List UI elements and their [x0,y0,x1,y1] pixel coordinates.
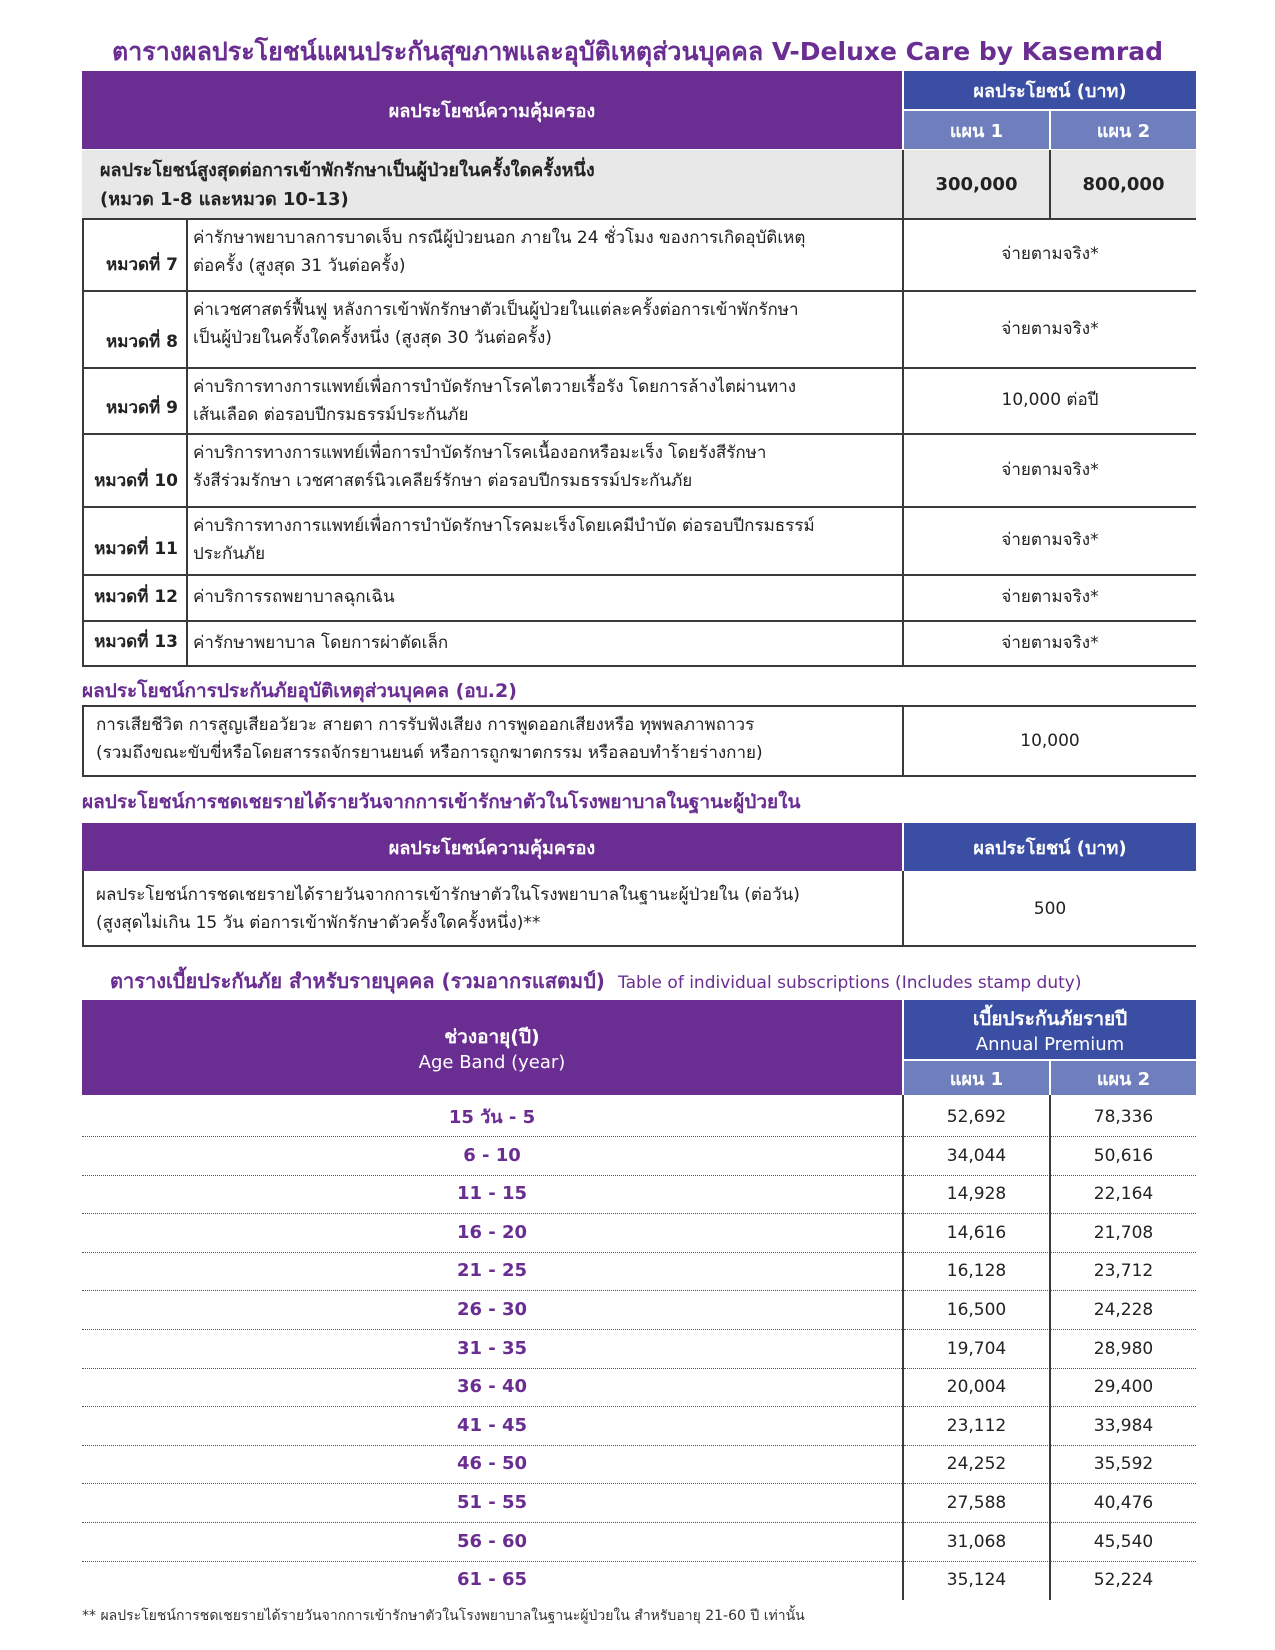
age-band-value: 11 - 15 [456,1183,528,1204]
category-description [193,296,898,352]
benefit-header [904,71,1196,109]
premium-plan1-value: 16,128 [946,1260,1007,1281]
age-band-value: 61 - 65 [456,1569,528,1590]
daily-coverage-header-label: ผลประโยชน์ความคุ้มครอง [388,837,596,859]
premium-plan2-value: 21,708 [1093,1222,1154,1243]
category-description [193,224,898,280]
premium-plan1-value: 23,112 [946,1415,1007,1436]
premium-plan1-value: 34,044 [946,1145,1007,1166]
daily-benefit-header-label: ผลประโยชน์ (บาท) [973,837,1127,859]
age-band-cell [82,1251,902,1290]
category-label [84,367,184,433]
category-value: จ่ายตามจริง* [1001,244,1099,264]
premium-plan1-value: 35,124 [946,1569,1007,1590]
daily-benefit-header [904,823,1196,871]
max-benefit-divider-left [902,150,904,218]
premium-plan1-cell [904,1290,1049,1329]
premium-plan2-cell [1051,1097,1196,1136]
age-band-value: 41 - 45 [456,1415,528,1436]
category-label-text: หมวดที่ 13 [94,632,178,652]
premium-plan2-value: 78,336 [1093,1106,1154,1127]
age-band-cell [82,1406,902,1445]
age-band-cell [82,1213,902,1252]
premium-plan2-value: 45,540 [1093,1531,1154,1552]
daily-income-value: 500 [1033,899,1067,919]
max-benefit-plan1 [904,150,1049,218]
age-band-cell [82,1522,902,1561]
annual-premium-header-th: เบี้ยประกันภัยรายปี [972,1008,1128,1030]
age-band-value: 56 - 60 [456,1531,528,1552]
annual-premium-header-en: Annual Premium [975,1034,1125,1055]
age-band-cell [82,1290,902,1329]
max-benefit-plan2 [1051,150,1196,218]
category-description-line2: เส้นเลือด ต่อรอบปีกรมธรรม์ประกันภัย [193,405,469,425]
premium-plan2-value: 52,224 [1093,1569,1154,1590]
category-description-line1: ค่าเวชศาสตร์ฟื้นฟู หลังการเข้าพักรักษาตัวเป็นผู้ป่วยในแต่ละครั้งต่อการเข้าพักรักษา [193,300,799,320]
max-benefit-plan1-value: 300,000 [935,173,1018,195]
category-label-text: หมวดที่ 7 [106,255,178,275]
premium-plan1-cell [904,1406,1049,1445]
category-column-divider [186,433,188,506]
category-description [193,512,898,568]
premium-plan2-cell [1051,1560,1196,1599]
category-description-line2: ต่อครั้ง (สูงสุด 31 วันต่อครั้ง) [193,256,406,276]
category-column-divider [902,506,904,574]
age-band-header-en: Age Band (year) [418,1052,566,1073]
age-band-value: 21 - 25 [456,1260,528,1281]
category-column-divider [902,218,904,290]
age-band-cell [82,1444,902,1483]
premium-plan1-value: 20,004 [946,1376,1007,1397]
category-column-divider [82,218,84,290]
category-label [84,433,184,506]
daily-divider [902,871,904,946]
premium-plan2-cell [1051,1213,1196,1252]
age-band-cell [82,1483,902,1522]
category-column-divider [82,290,84,367]
premium-plan1-value: 14,928 [946,1183,1007,1204]
age-band-cell [82,1136,902,1175]
premium-header-divider [902,1000,904,1095]
category-column-divider [82,506,84,574]
category-description-line1: ค่าบริการทางการแพทย์เพื่อการบำบัดรักษาโรคมะเร็งโดยเคมีบำบัด ต่อรอบปีกรมธรรม์ [193,516,815,536]
category-description-line1: ค่ารักษาพยาบาลการบาดเจ็บ กรณีผู้ป่วยนอก ภายใน 24 ชั่วโมง ของการเกิดอุบัติเหตุ [193,228,806,248]
category-description-line2: เป็นผู้ป่วยในครั้งใดครั้งหนึ่ง (สูงสุด 30 วันต่อครั้ง) [193,328,552,348]
premium-plan1-cell [904,1213,1049,1252]
category-label-text: หมวดที่ 9 [106,398,178,418]
premium-plan2-cell [1051,1367,1196,1406]
category-column-divider [902,433,904,506]
premium-plan2-cell [1051,1290,1196,1329]
category-description-line1: ค่าบริการทางการแพทย์เพื่อการบำบัดรักษาโรคไตวายเรื้อรัง โดยการล้างไตผ่านทาง [193,377,797,397]
category-column-divider [82,620,84,665]
category-label [84,290,184,367]
premium-plan2-value: 33,984 [1093,1415,1154,1436]
premium-plan2-cell [1051,1251,1196,1290]
premium-plan1-value: 14,616 [946,1222,1007,1243]
daily-income-line2: (สูงสุดไม่เกิน 15 วัน ต่อการเข้าพักรักษาตัวครั้งใดครั้งหนึ่ง)** [96,913,541,933]
max-benefit-line1: ผลประโยชน์สูงสุดต่อการเข้าพักรักษาเป็นผู้ป่วยในครั้งใดครั้งหนึ่ง [100,160,595,181]
premium-plan2-value: 40,476 [1093,1492,1154,1513]
category-column-divider [186,574,188,620]
premium-plan2-value: 24,228 [1093,1299,1154,1320]
accident-bottom-line [82,775,1196,777]
category-column-divider [186,367,188,433]
category-label [84,506,184,574]
premium-plan1-cell [904,1097,1049,1136]
premium-section-title [110,965,1081,997]
age-band-cell [82,1329,902,1368]
premium-plan2-cell [1051,1444,1196,1483]
category-value-cell [904,218,1196,290]
category-description [193,583,898,611]
daily-income-line1: ผลประโยชน์การชดเชยรายได้รายวันจากการเข้ารักษาตัวในโรงพยาบาลในฐานะผู้ป่วยใน (ต่อวัน) [96,885,800,905]
category-column-divider [82,367,84,433]
category-value-cell [904,290,1196,367]
premium-plan2-cell [1051,1522,1196,1561]
plan2-header-label: แผน 2 [1096,120,1151,142]
premium-plan1-header-label: แผน 1 [949,1068,1004,1090]
premium-col-divider-2 [1049,1095,1051,1600]
plan1-header [904,111,1049,149]
max-benefit-plan2-value: 800,000 [1082,173,1165,195]
category-description-line2: รังสีร่วมรักษา เวชศาสตร์นิวเคลียร์รักษา ต่อรอบปีกรมธรรม์ประกันภัย [193,471,693,491]
age-band-value: 16 - 20 [456,1222,528,1243]
daily-income-value-cell [904,872,1196,946]
category-description-line2: ประกันภัย [193,544,266,564]
daily-income-text [96,881,896,937]
age-band-header [82,1000,902,1095]
premium-plan2-cell [1051,1329,1196,1368]
coverage-header [82,71,902,149]
age-band-value: 46 - 50 [456,1453,528,1474]
annual-premium-header [904,1000,1196,1059]
premium-plan2-cell [1051,1483,1196,1522]
premium-plan2-value: 35,592 [1093,1453,1154,1474]
accident-text [96,711,896,767]
daily-left-border [82,871,84,946]
category-value-cell [904,367,1196,433]
premium-plan2-cell [1051,1174,1196,1213]
plan1-header-label: แผน 1 [949,120,1004,142]
category-description-line1: ค่าบริการรถพยาบาลฉุกเฉิน [193,587,395,607]
accident-section-title: ผลประโยชน์การประกันภัยอุบัติเหตุส่วนบุคคล (อบ.2) [82,680,517,702]
premium-col-divider-1 [902,1095,904,1600]
category-column-divider [186,218,188,290]
category-column-divider [186,290,188,367]
premium-plan1-value: 27,588 [946,1492,1007,1513]
category-label-text: หมวดที่ 12 [94,587,178,607]
category-label-text: หมวดที่ 11 [94,539,178,559]
age-band-cell [82,1560,902,1599]
daily-bottom-line [82,945,1196,947]
max-benefit-line2: (หมวด 1-8 และหมวด 10-13) [100,189,349,210]
category-column-divider [186,506,188,574]
category-label-text: หมวดที่ 8 [106,332,178,352]
age-band-value: 51 - 55 [456,1492,528,1513]
premium-title-th: ตารางเบี้ยประกันภัย สำหรับรายบุคคล (รวมอากรแสตมป์) [110,969,605,993]
age-band-value: 15 วัน - 5 [448,1107,536,1128]
premium-plan2-value: 23,712 [1093,1260,1154,1281]
category-column-divider [82,433,84,506]
age-band-header-th: ช่วงอายุ(ปี) [444,1026,540,1048]
category-value: 10,000 ต่อปี [1001,390,1099,410]
category-label [84,574,184,620]
premium-plan2-value: 22,164 [1093,1183,1154,1204]
coverage-header-label: ผลประโยชน์ความคุ้มครอง [388,100,596,122]
category-description [193,629,898,657]
category-value: จ่ายตามจริง* [1001,530,1099,550]
premium-plan1-cell [904,1174,1049,1213]
category-label [84,218,184,290]
category-label [84,620,184,665]
category-value: จ่ายตามจริง* [1001,459,1099,480]
category-value-cell [904,574,1196,620]
age-band-value: 26 - 30 [456,1299,528,1320]
premium-plan1-cell [904,1560,1049,1599]
category-description [193,373,898,429]
category-column-divider [186,620,188,665]
category-column-divider [902,367,904,433]
accident-value: 10,000 [1020,731,1080,751]
category-value-cell [904,433,1196,506]
premium-plan1-value: 16,500 [946,1299,1007,1320]
premium-plan2-value: 29,400 [1093,1376,1154,1397]
premium-plan1-cell [904,1136,1049,1175]
accident-line1: การเสียชีวิต การสูญเสียอวัยวะ สายตา การรับฟังเสียง การพูดออกเสียงหรือ ทุพพลภาพถาวร [96,715,755,735]
premium-plan1-cell [904,1522,1049,1561]
category-value: จ่ายตามจริง* [1001,632,1099,653]
category-table-bottom [82,665,1196,667]
premium-plan1-value: 24,252 [946,1453,1007,1474]
age-band-value: 36 - 40 [456,1376,528,1397]
category-column-divider [902,290,904,367]
premium-plan1-cell [904,1483,1049,1522]
plan2-header [1051,111,1196,149]
daily-coverage-header [82,823,902,871]
accident-divider [902,705,904,776]
premium-plan1-cell [904,1329,1049,1368]
daily-income-section-title: ผลประโยชน์การชดเชยรายได้รายวันจากการเข้ารักษาตัวในโรงพยาบาลในฐานะผู้ป่วยใน [82,791,801,813]
page-title: ตารางผลประโยชน์แผนประกันสุขภาพและอุบัติเหตุส่วนบุคคล V-Deluxe Care by Kasemrad [112,37,1163,66]
premium-plan1-value: 19,704 [946,1338,1007,1359]
category-value: จ่ายตามจริง* [1001,318,1099,339]
accident-left-border [82,705,84,776]
premium-plan1-header [904,1061,1049,1095]
age-band-value: 31 - 35 [456,1338,528,1359]
premium-plan1-value: 31,068 [946,1531,1007,1552]
accident-line2: (รวมถึงขณะขับขี่หรือโดยสารรถจักรยานยนต์ หรือการถูกฆาตกรรม หรือลอบทำร้ายร่างกาย) [96,743,763,763]
premium-plan1-cell [904,1444,1049,1483]
age-band-value: 6 - 10 [463,1145,521,1166]
category-column-divider [82,574,84,620]
category-value: จ่ายตามจริง* [1001,587,1099,607]
premium-plan1-cell [904,1251,1049,1290]
age-band-cell [82,1174,902,1213]
premium-plan2-cell [1051,1406,1196,1445]
premium-title-en: Table of individual subscriptions (Includes stamp duty) [618,973,1082,993]
category-label-text: หมวดที่ 10 [94,471,178,491]
premium-plan2-value: 28,980 [1093,1338,1154,1359]
max-benefit-divider [1049,150,1051,218]
premium-plan2-value: 50,616 [1093,1145,1154,1166]
max-benefit-text [100,156,890,214]
category-description [193,439,898,495]
benefit-header-label: ผลประโยชน์ (บาท) [973,80,1127,102]
category-description-line1: ค่าบริการทางการแพทย์เพื่อการบำบัดรักษาโรคเนื้องอกหรือมะเร็ง โดยรังสีรักษา [193,443,767,463]
age-band-cell [82,1367,902,1406]
premium-plan2-cell [1051,1136,1196,1175]
age-band-cell [82,1097,902,1136]
category-description-line1: ค่ารักษาพยาบาล โดยการผ่าตัดเล็ก [193,633,449,653]
category-value-cell [904,506,1196,574]
accident-value-cell [904,706,1196,776]
category-column-divider [902,574,904,620]
category-value-cell [904,620,1196,665]
footnote: ** ผลประโยชน์การชดเชยรายได้รายวันจากการเข้ารักษาตัวในโรงพยาบาลในฐานะผู้ป่วยใน สำหรับอายุ 21-60 ปี เท่านั้น [82,1608,805,1624]
premium-plan1-cell [904,1367,1049,1406]
premium-plan2-header-label: แผน 2 [1096,1068,1151,1090]
premium-plan1-value: 52,692 [946,1106,1007,1127]
category-column-divider [902,620,904,665]
premium-plan2-header [1051,1061,1196,1095]
